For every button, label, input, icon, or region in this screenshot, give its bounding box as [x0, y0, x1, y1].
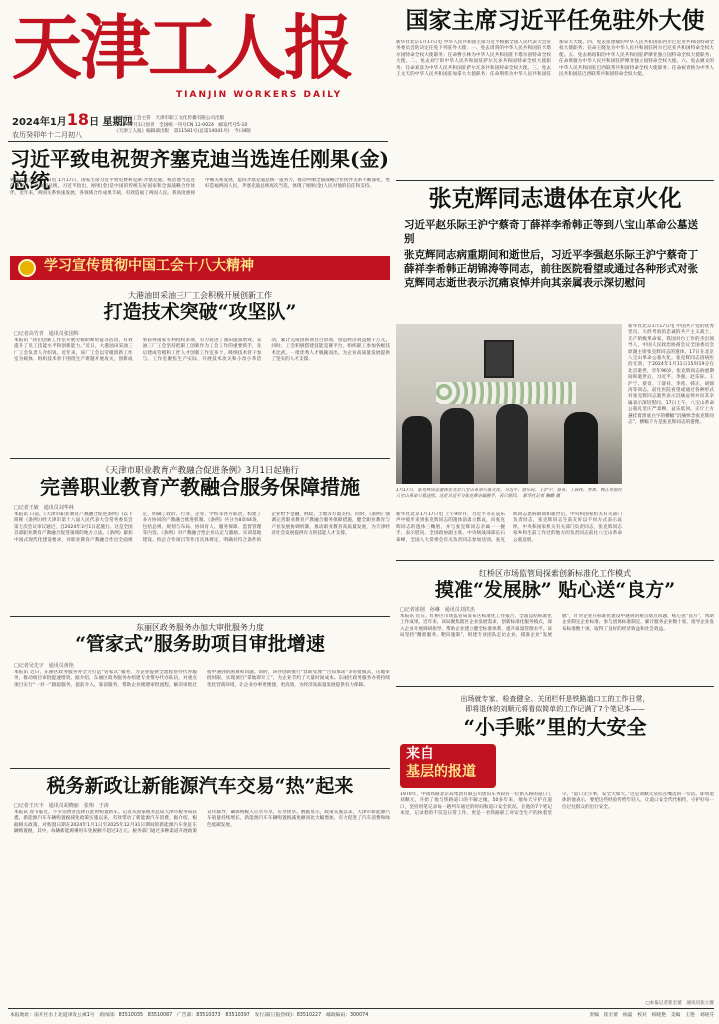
rule-ambassadors	[396, 180, 714, 181]
banner-study	[10, 256, 390, 280]
article-congrats-text: 新华社北京1月17日电 1月17日，国家主席习近平致电费利克斯·齐塞克迪，祝贺他当选连任刚果民主共和国总统。习近平指出，刚果(金)是中国的传统友好国家和全面战略合作伙伴。近年来，两国关系快速发展，各领域合作成果丰硕，有效造福了两国人民。我高度重视中刚关系发展，愿同齐塞克迪总统一道努力，推动中刚全面战略合作伙伴关系不断深化，更好造福两国人民。齐塞克迪总统再次当选，体现了刚果(金)人民对他的信任和支持。	[10, 178, 390, 196]
article-xiaohe-title: 摸准“发展脉” 贴心送“良方”	[434, 580, 676, 601]
masthead-lunar: 农历癸卯年十二月初八	[12, 131, 82, 139]
photo-person-4	[564, 412, 598, 484]
article-tax-title: 税务新政让新能源汽车交易“热”起来	[46, 776, 354, 797]
masthead-info-3: 《天津工人报》编辑部出版 第11581号(总第14041号) 今日8版	[114, 129, 251, 135]
zhang-photo	[396, 324, 622, 484]
article-dongli-byline: □记者吴先宇 通讯员黄艳	[14, 663, 74, 669]
article-xiaohe-byline: □记者崔钢 孙琳 通讯员刘洪杰	[400, 607, 475, 613]
footer-left: 本报地址：南开区水上北道津发公寓1号 新闻部：83510035 83510087 广告部：83510373 83510397 发行部(订报热线)：83510227 邮政编码：300074	[10, 1013, 369, 1018]
article-dongli-text: 本报讯 近日，东丽区政务服务办全力打造“管家式”服务，为企业提供全流程帮办代办服务，推动项目审批提速增效。据介绍，东丽区政务服务办组建专业帮办代办队伍，对重点项目实行“一对一”跟踪服务，提前介入、靠前服务，帮助企业梳理审批流程，解决审批过程中遇到的困难和问题。同时，该办创新推行“容缺受理”“告知承诺”等审批模式，压缩审批时限，实现项目“拿地即开工”，为企业节约了大量时间成本。东丽区政务服务办将持续优化营商环境，让企业办事更便捷、更高效，为经济高质量发展提供有力保障。	[14, 670, 390, 688]
article-dagang-byline: □记者高竹青 通讯员张国辉	[14, 331, 79, 337]
article-ambassadors-text: 新华社北京1月17日电 中华人民共和国主席习近平根据全国人民代表大会常务委员会的决定任免下列驻外大使：一、免去周剑的中华人民共和国驻卡塔尔国特命全权大使职务；任命曹小林为中华人民共和国驻卡塔尔国特命全权大使。二、免去刘宁的中华人民共和国驻萨尔瓦多共和国特命全权大使职务；任命刘彦为中华人民共和国驻萨尔瓦多共和国特命全权大使。三、免去王文天的中华人民共和国驻加拿大大使职务；任命荆伟为中华人民共和国驻加拿大大使。四、免去张建敏的中华人民共和国驻阿尔巴尼亚共和国特命全权大使职务；任命王晓龙为中华人民共和国驻阿尔巴尼亚共和国特命全权大使。五、免去杨绍阳的中华人民共和国驻萨摩亚独立国特命全权大使职务；任命黄敏为中华人民共和国驻萨摩亚独立国特命全权大使。六、免去姚文的中华人民共和国驻巴西联邦共和国特命全权大使职务；任命祝青桥为中华人民共和国驻巴西联邦共和国特命全权大使。	[396, 40, 714, 78]
article-xiaohe-text: 本报讯 近日，红桥区市场监管局发布区标准化工作报告，全面总结标准化工作成果。近年来，该局聚焦辖区企业发展需求，创新标准化服务模式，深入企业开展调研指导，帮助企业建立健全标准体系，提升质量管理水平。该局坚持“精准服务、靶向施策”，组建专业团队走访企业，摸准企业“发展脉”，针对企业在标准化建设中遇到的难点堵点问题，贴心送“良方”，帮助企业制定企业标准、参与团体标准制定，累计服务企业数十家，指导企业发布标准数十项，取得了良好的经济效益和社会效益。	[400, 614, 714, 639]
article-zhang-body-text: 新华社北京1月17日电 上午9时许，习近平等在哀乐声中缓步来到张克辉同志的遗体前肃立默哀，向张克辉同志的遗体三鞠躬，并与张克辉同志亲属一一握手，表示慰问。全国政协副主席、中央统战部部长石泰峰，全国人大常委会有关负责同志参加送别。张克辉同志患病期间和逝世后，中央和国家机关有关部门负责同志，张克辉同志生前友好以不同方式表示哀悼，中央和国家机关有关部门负责同志，张克辉同志家乡和生前工作过的地方的负责同志前往八宝山革命公墓送别。	[396, 512, 622, 543]
footer-rule	[8, 1008, 714, 1009]
masthead-rule	[8, 141, 388, 142]
article-zhang-side-text: 新华社北京1月17日电 中国共产党的优秀党员，久经考验的忠诚的共产主义战士，无产阶级革命家，我国对台工作的杰出领导人，中国人民政治协商会议全国委员会原副主席张克辉同志的遗体，17日在北京八宝山革命公墓火化。张克辉同志因病医治无效，于2024年1月11日15时19分在北京逝世，享年96岁。张克辉同志病重期间和逝世后，习近平、李强、赵乐际、王沪宁、蔡奇、丁薛祥、李希、韩正、胡锦涛等同志，前往医院看望或通过各种形式对张克辉同志逝世表示沉痛哀悼并向其亲属表示深切慰问。17日上午，八宝山革命公墓礼堂庄严肃穆，哀乐低回。正厅上方悬挂着黑底白字的横幅“沉痛悼念张克辉同志”，横幅下方是张克辉同志的遗像。	[628, 324, 714, 426]
rule-zhang	[396, 560, 714, 561]
article-edu-text: 本报讯 日前，《天津市职业教育产教融合促进条例》(以下简称《条例》)经天津市第十八届人民代表大会常务委员会第七次会议审议通过，自2024年3月1日起施行。这是全国首部职业教育产教融合促进领域的地方立法。《条例》紧扣中国式现代化建设要求，对职业教育产教融合作出全面规定，明确了政府、行业、企业、学校等各方职责，构建了多方协同的产教融合推进机制。《条例》共分为8章44条，包括总则、规划与布局、协同育人、服务保障、监督管理等内容。《条例》对产教融合型企业认定与激励、实训基地建设、校企合作项目等作出具体规定，明确对符合条件的企业给予金融、财政、土地等方面支持。同时，《条例》强调完善职业教育产教融合服务保障措施，健全职业教育与产业发展协调机制，推动职业教育高质量发展，为天津经济社会发展提供有力的技能人才支撑。	[14, 512, 390, 543]
article-tax-byline: □记者王庆丰 通讯员胡晓丽 张翔 于涛	[14, 803, 109, 809]
date-day: 18	[66, 110, 90, 129]
article-dagang-text: 本报讯 “我们创新工作室开展劳模助师带徒等活动，有效提升了员工技能水平和创新能力。”近日，大港油田采油三厂工会负责人介绍说。近年来，该厂工会以劳模创新工作室为载体，组织技术骨干围绕生产难题开展攻关，创新成果获得国家专利授权多项，有力促进了油田提质增效。采油三厂工会坚持把职工创新作为工会工作的重要抓手，先后建成劳模和工匠人才创新工作室多个，吸纳技术骨干参与。工作室聚焦生产实际，开展技术攻关和小改小革活动，累计完成创新项目百余项，创造经济效益数千万元。同时，工会积极搭建技能竞赛平台，组织职工参加各级技术比武，一批优秀人才脱颖而出，为企业高质量发展提供了坚实的人才支撑。	[14, 338, 390, 363]
grassroots-badge	[400, 744, 496, 788]
article-notebook-title: “小手账”里的大安全	[463, 716, 647, 739]
article-zhang-deck1: 习近平赵乐际王沪宁蔡奇丁薛祥李希韩正等到八宝山革命公墓送别	[404, 219, 698, 245]
article-tax-text: 本报讯 春节临近，不少消费者选择在此时购置新车。记者从国家税务总局天津市税务局获悉，新能源汽车车辆购置税减免政策实施以来，有效带动了新能源汽车消费。据介绍，根据相关政策，对购置日期在2024年1月1日至2025年12月31日期间的新能源汽车免征车辆购置税，其中，每辆新能源乘用车免税额不超过3万元。税务部门通过多种渠道开展政策宣传辅导，确保纳税人应享尽享、应享快享。数据显示，政策实施以来，天津市新能源汽车销量持续增长，新能源汽车车辆购置税减免额同比大幅增加，有力促进了汽车消费和绿色低碳发展。	[14, 810, 390, 835]
footer-right: 责编 崔宏蕾 杨磊 校对 柏晓艳 美编 王艳 刘晓芬	[589, 1013, 714, 1018]
grassroots-badge-1: 来自	[406, 746, 434, 762]
photo-person-1	[402, 416, 432, 484]
article-edu-title: 完善职业教育产教融合服务保障措施	[40, 476, 360, 499]
photo-flowers	[436, 382, 576, 404]
rule-dagang	[10, 458, 390, 459]
masthead-info	[114, 116, 388, 136]
article-dongli-title: “管家式”服务助项目审批增速	[75, 634, 325, 655]
masthead-pinyin: TIANJIN WORKERS DAILY	[176, 90, 343, 100]
headline-ambassadors: 国家主席习近平任免驻外大使	[405, 8, 705, 34]
date-prefix: 2024年1月	[12, 117, 67, 128]
rule-edu	[10, 616, 390, 617]
photo-person-2	[440, 408, 474, 484]
article-dongli-kicker: 东丽区政务服务办加大审批服务力度	[136, 623, 264, 632]
date-suffix: 日 星期四	[89, 117, 133, 128]
grassroots-badge-2: 基层的报道	[406, 764, 476, 780]
article-xiaohe-kicker: 红桥区市场监管局探索创新标准化工作模式	[479, 569, 631, 578]
article-dagang-title: 打造技术突破“攻坚队”	[103, 302, 297, 323]
masthead-info-1: 天津市总工会主管 天津市职工文化传播有限公司出版	[114, 116, 225, 121]
banner-study-text: 学习宣传贯彻中国工会十八大精神	[44, 258, 254, 274]
photo-person-3	[496, 404, 528, 484]
article-notebook-text: 1970年，中国铁路北京局集团有限公司唐山车务段有一位新入路的道口工刘顺元，开始了他与铁路道口的不解之缘。50多年来，他每天守护在道口，坚持用笔记录每一趟列车通过的时间和道口安全状况。在他的7个笔记本里，记录着的不仅是日常工作，更是一名铁路职工对安全生产的执着坚守。“道口无小事，安全大如天。”这是刘顺元常挂在嘴边的一句话。即将退休的他表示，要把这些经验传给年轻人，让道口安全代代相传，守护好每一位过往群众的出行安全。	[400, 792, 714, 817]
masthead-info-2: 1949年7月1日创刊 全国统一刊号CN 12-0024 邮发代号5-10	[114, 122, 248, 128]
article-dagang-kicker: 大港油田采油三厂工会积极开展创新工作	[128, 291, 272, 300]
article-notebook-byline: □本报记者崔宏蕾 通讯员张立群	[645, 1001, 714, 1006]
banner-emblem-icon	[18, 259, 36, 277]
rule-xiaohe	[396, 686, 714, 687]
headline-main: 习近平致电祝贺齐塞克迪当选连任刚果(金)总统	[10, 148, 389, 193]
masthead	[8, 4, 388, 140]
article-notebook-kicker-2: 即将退休的刘顺元将看似简单的工作记满了7个笔记本——	[465, 705, 645, 713]
article-zhang-deck2: 张克辉同志病重期间和逝世后，习近平李强赵乐际王沪宁蔡奇丁薛祥李希韩正胡锦涛等同志，前往医院看望或通过各种形式对张克辉同志逝世表示沉痛哀悼并向其亲属表示深切慰问	[404, 249, 698, 289]
rule-dongli	[10, 768, 390, 769]
masthead-title: 天津工人报	[12, 6, 352, 89]
zhang-photo-caption: 1月17日，张克辉同志遗体在北京八宝山革命公墓火化。习近平、赵乐际、王沪宁、蔡奇、丁薛祥、李希、韩正等前往八宝山革命公墓送别。这是习近平与张克辉亲属握手，表示慰问。 新华社记者 鞠鹏 摄	[396, 488, 622, 499]
article-notebook-kicker-1: 出场就专家、检查健全、关闭栏杆是铁路道口工的工作日常，	[460, 695, 650, 703]
photo-portrait-icon	[484, 340, 514, 378]
article-zhang-title: 张克辉同志遗体在京火化	[428, 186, 682, 212]
article-edu-byline: □记者王敏 通讯员刘华林	[14, 505, 74, 511]
article-edu-kicker: 《天津市职业教育产教融合促进条例》3月1日起施行	[101, 466, 299, 476]
